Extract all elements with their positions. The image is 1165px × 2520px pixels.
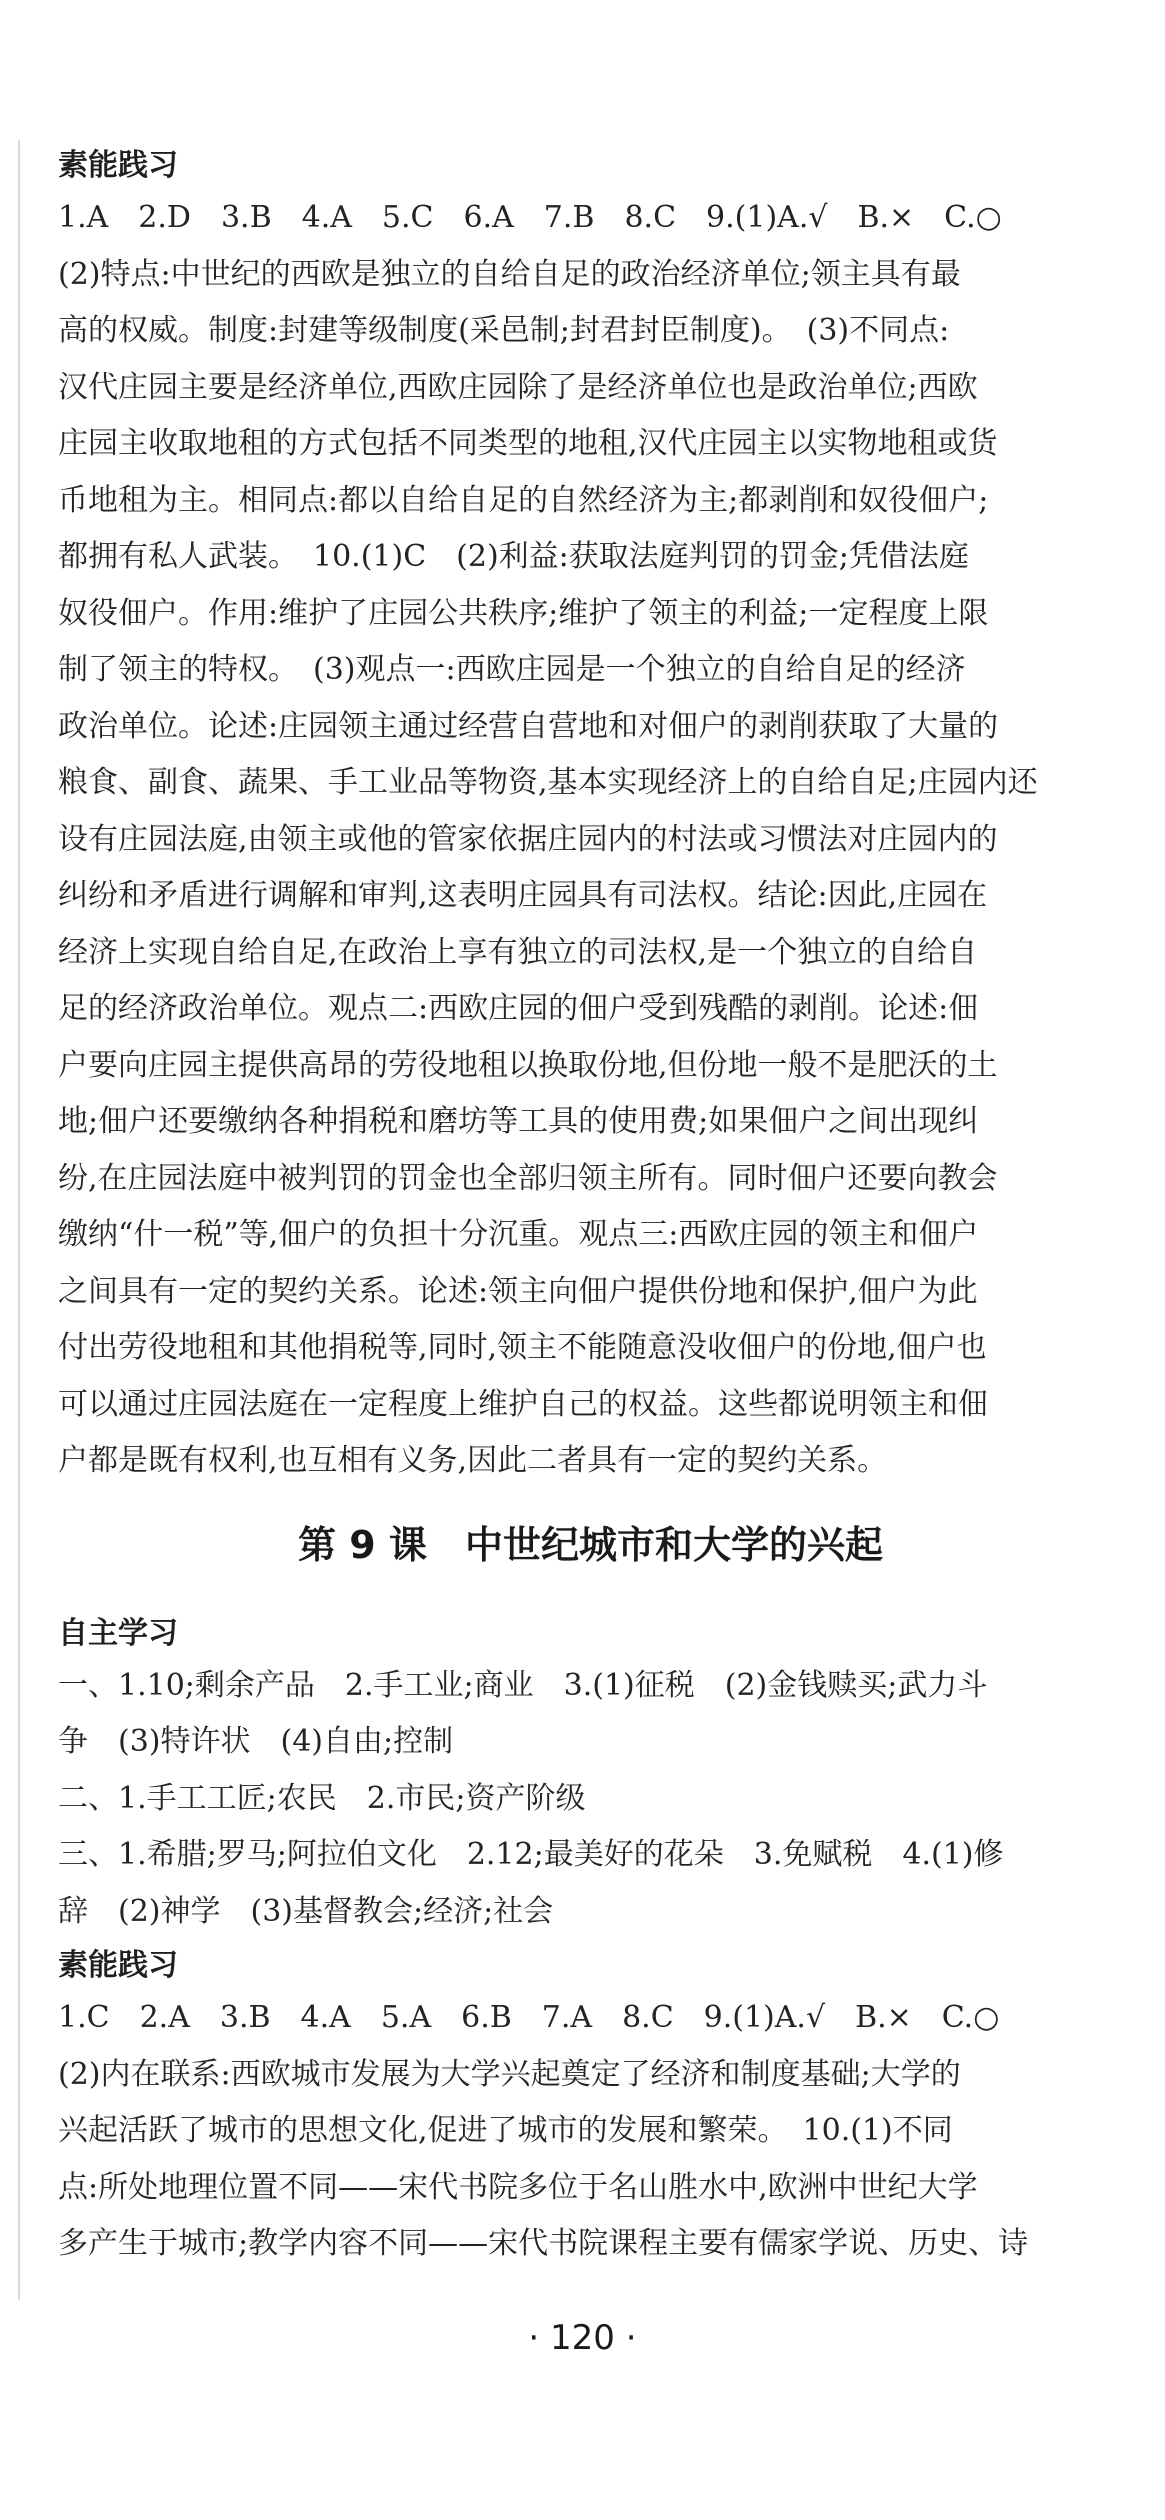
practice-answers-2 <box>58 1990 1123 2273</box>
answer-line: 经济上实现自给自足,在政治上享有独立的司法权,是一个独立的自给自 <box>58 934 978 970</box>
answer-line: 纠纷和矛盾进行调解和审判,这表明庄园具有司法权。结论:因此,庄园在 <box>58 878 988 913</box>
answer-line: 政治单位。论述:庄园领主通过经营自营地和对佃户的剥削获取了大量的 <box>58 708 999 744</box>
answer-line: 三、1.希腊;罗马;阿拉伯文化 2.12;最美好的花朵 3.免赋税 4.(1)修 <box>58 1837 1004 1872</box>
answer-line: 庄园主收取地租的方式包括不同类型的地租,汉代庄园主以实物地租或货 <box>58 426 998 461</box>
answer-line: 缴纳“什一税”等,佃户的负担十分沉重。观点三:西欧庄园的领主和佃户 <box>58 1217 979 1252</box>
answer-line: 设有庄园法庭,由领主或他的管家依据庄园内的村法或习惯法对庄园内的 <box>58 821 998 857</box>
answer-line: 户要向庄园主提供高昂的劳役地租以换取份地,但份地一般不是肥沃的土 <box>58 1047 998 1083</box>
self-study-answers <box>58 1658 1123 1941</box>
answer-line: (2)特点:中世纪的西欧是独立的自给自足的政治经济单位;领主具有最 <box>58 256 961 292</box>
practice-heading-2: 素能践习 <box>58 1948 178 1983</box>
answer-line: 纷,在庄园法庭中被判罚的罚金也全部归领主所有。同时佃户还要向教会 <box>58 1160 998 1196</box>
lesson-title: 第 9 课 中世纪城市和大学的兴起 <box>298 1522 883 1567</box>
left-margin-rule <box>18 140 20 2300</box>
answer-line: 多产生于城市;教学内容不同——宋代书院课程主要有儒家学说、历史、诗 <box>58 2226 1029 2261</box>
answer-line: 争 (3)特许状 (4)自由;控制 <box>58 1724 454 1759</box>
answer-line: 二、1.手工工匠;农民 2.市民;资产阶级 <box>58 1780 586 1816</box>
answer-line: 可以通过庄园法庭在一定程度上维护自己的权益。这些都说明领主和佃 <box>58 1386 988 1422</box>
answer-line: (2)内在联系:西欧城市发展为大学兴起奠定了经济和制度基础;大学的 <box>58 2056 961 2092</box>
answer-line: 之间具有一定的契约关系。论述:领主向佃户提供份地和保护,佃户为此 <box>58 1273 978 1309</box>
answer-line: 粮食、副食、蔬果、手工业品等物资,基本实现经济上的自给自足;庄园内还 <box>58 765 1038 800</box>
answer-line: 1.C 2.A 3.B 4.A 5.A 6.B 7.A 8.C 9.(1)A.√ B.× C.○ <box>58 2000 1000 2035</box>
answer-line: 汉代庄园主要是经济单位,西欧庄园除了是经济单位也是政治单位;西欧 <box>58 369 978 405</box>
answer-line: 币地租为主。相同点:都以自给自足的自然经济为主;都剥削和奴役佃户; <box>58 482 989 518</box>
answer-line: 户都是既有权利,也互相有义务,因此二者具有一定的契约关系。 <box>58 1443 888 1478</box>
practice-answers-1 <box>58 190 1123 1490</box>
answer-line: 高的权威。制度:封建等级制度(采邑制;封君封臣制度)。 (3)不同点: <box>58 313 950 348</box>
page-content <box>58 140 1123 2273</box>
answer-line: 奴役佃户。作用:维护了庄园公共秩序;维护了领主的利益;一定程度上限 <box>58 595 989 631</box>
practice-heading-1: 素能践习 <box>58 148 178 183</box>
page-number: · 120 · <box>528 2318 637 2358</box>
answer-line: 都拥有私人武装。 10.(1)C (2)利益:获取法庭判罚的罚金;凭借法庭 <box>58 539 969 574</box>
self-study-heading: 自主学习 <box>58 1615 178 1651</box>
answer-line: 制了领主的特权。 (3)观点一:西欧庄园是一个独立的自给自足的经济 <box>58 652 966 687</box>
answer-line: 1.A 2.D 3.B 4.A 5.C 6.A 7.B 8.C 9.(1)A.√ B.× C.○ <box>58 200 1002 235</box>
answer-line: 点:所处地理位置不同——宋代书院多位于名山胜水中,欧洲中世纪大学 <box>58 2169 978 2205</box>
answer-line: 辞 (2)神学 (3)基督教会;经济;社会 <box>58 1893 554 1929</box>
answer-line: 兴起活跃了城市的思想文化,促进了城市的发展和繁荣。 10.(1)不同 <box>58 2113 953 2148</box>
answer-line: 一、1.10;剩余产品 2.手工业;商业 3.(1)征税 (2)金钱赎买;武力斗 <box>58 1667 988 1703</box>
answer-line: 足的经济政治单位。观点二:西欧庄园的佃户受到残酷的剥削。论述:佃 <box>58 991 979 1026</box>
answer-line: 地;佃户还要缴纳各种捐税和磨坊等工具的使用费;如果佃户之间出现纠 <box>58 1104 979 1139</box>
answer-line: 付出劳役地租和其他捐税等,同时,领主不能随意没收佃户的份地,佃户也 <box>58 1330 987 1365</box>
